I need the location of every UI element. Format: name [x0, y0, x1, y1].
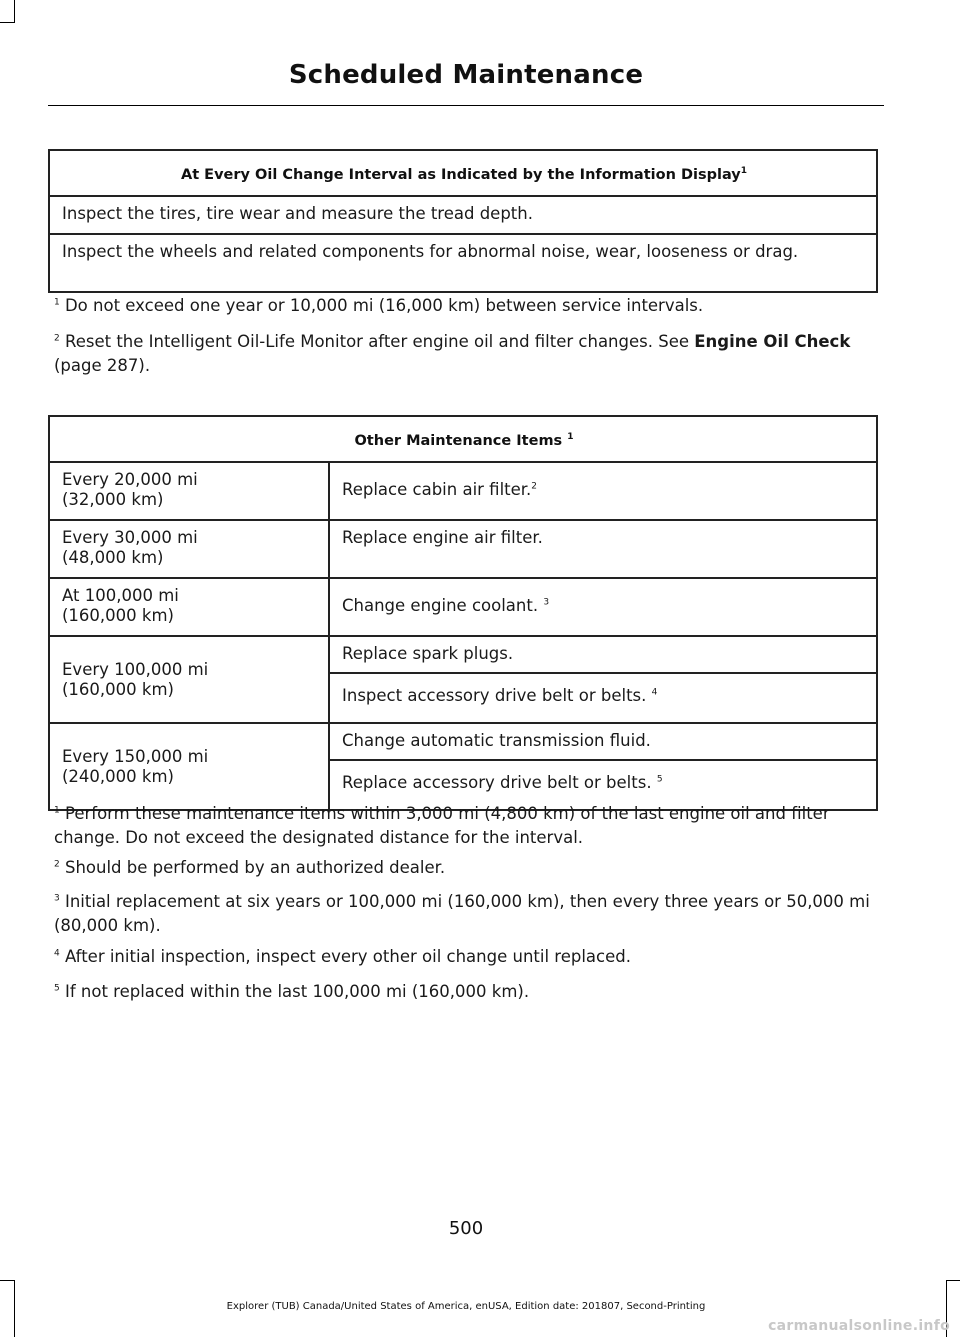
other-maintenance-table — [48, 415, 878, 811]
crop-mark — [946, 1280, 960, 1281]
item-text: Replace accessory drive belt or belts. — [342, 773, 657, 792]
footnote-ref: 3 — [543, 597, 550, 608]
footnote-ref: 2 — [531, 481, 538, 492]
crop-mark — [14, 0, 15, 22]
item-text: Change engine coolant. — [342, 596, 544, 615]
item-text: Inspect accessory drive belt or belts. — [342, 686, 652, 705]
footnote — [54, 330, 882, 378]
item-cell — [329, 636, 877, 673]
footnote-ref: 2 — [54, 333, 60, 344]
interval-cell — [49, 520, 329, 578]
interval-text: Every 100,000 mi — [62, 659, 209, 679]
item-cell — [329, 578, 877, 636]
interval-cell — [49, 636, 329, 723]
table-row — [49, 636, 877, 673]
footnote-ref: 5 — [656, 774, 663, 785]
footnote-text: Initial replacement at six years or 100,000 mi (160,000 km), then every three years or 50,000 mi (80,000 km). — [54, 892, 870, 935]
item-cell — [329, 723, 877, 760]
table-row — [49, 196, 877, 234]
table-header-row — [49, 150, 877, 196]
table-heading — [49, 150, 877, 196]
footnote-ref: 2 — [54, 859, 60, 870]
table-row — [49, 520, 877, 578]
item-text: Replace spark plugs. — [342, 644, 514, 663]
footnote — [54, 856, 882, 880]
interval-text: (240,000 km) — [62, 766, 174, 786]
footnote — [54, 945, 882, 969]
footnote-ref: 4 — [54, 948, 60, 959]
footnote-ref: 1 — [54, 805, 60, 816]
table-heading — [49, 416, 877, 462]
table-heading-text: Other Maintenance Items — [354, 433, 563, 449]
interval-text: At 100,000 mi — [62, 586, 179, 605]
footnote-ref: 1 — [54, 297, 60, 308]
interval-cell — [49, 723, 329, 810]
footnote-ref: 1 — [740, 166, 747, 177]
table-header-row — [49, 416, 877, 462]
interval-text: (32,000 km) — [62, 490, 164, 509]
footnote-ref: 1 — [567, 432, 574, 443]
item-text: Replace engine air filter. — [342, 528, 543, 547]
item-text: Replace cabin air filter. — [342, 480, 532, 499]
interval-text: Every 150,000 mi — [62, 746, 209, 766]
table-row — [49, 234, 877, 292]
cross-reference-link[interactable]: Engine Oil Check — [694, 332, 851, 351]
table-heading-text: At Every Oil Change Interval as Indicated by the Information Display — [180, 167, 741, 183]
interval-text: (160,000 km) — [62, 679, 174, 699]
footnote-ref: 3 — [54, 893, 60, 904]
table-row — [49, 723, 877, 760]
table-row — [49, 578, 877, 636]
footnote — [54, 294, 882, 318]
footnote-text: After initial inspection, inspect every other oil change until replaced. — [59, 947, 631, 966]
footnote-ref: 4 — [651, 687, 658, 698]
footnote-text: Do not exceed one year or 10,000 mi (16,000 km) between service intervals. — [59, 296, 704, 315]
footnote-text: Reset the Intelligent Oil-Life Monitor after engine oil and filter changes. See — [59, 332, 695, 351]
interval-cell — [49, 578, 329, 636]
item-cell — [329, 520, 877, 578]
watermark: carmanualsonline.info — [768, 1318, 950, 1334]
interval-text: Every 30,000 mi — [62, 528, 198, 547]
footnote — [54, 890, 882, 938]
page-number: 500 — [448, 1218, 484, 1239]
interval-text: (48,000 km) — [62, 548, 164, 567]
interval-text: (160,000 km) — [62, 606, 174, 625]
footnote-text: (page 287). — [54, 356, 151, 375]
crop-mark — [0, 22, 15, 23]
table-row — [49, 462, 877, 520]
item-cell — [329, 462, 877, 520]
oil-change-table — [48, 149, 878, 293]
page-title: Scheduled Maintenance — [288, 60, 644, 90]
table-cell: Inspect the tires, tire wear and measure the tread depth. — [49, 196, 877, 234]
header-divider — [48, 105, 884, 106]
footnote — [54, 802, 882, 850]
footnote-text: Perform these maintenance items within 3,000 mi (4,800 km) of the last engine oil and filter change. Do not exceed the designated distance for the interval. — [54, 804, 830, 847]
footnote-ref: 5 — [54, 983, 60, 994]
footnote-text: Should be performed by an authorized dealer. — [59, 858, 446, 877]
footer-edition-info: Explorer (TUB) Canada/United States of America, enUSA, Edition date: 201807, Second-Printing — [226, 1301, 706, 1312]
interval-text: Every 20,000 mi — [62, 470, 198, 489]
table-cell: Inspect the wheels and related components for abnormal noise, wear, looseness or drag. — [49, 234, 877, 292]
item-text: Change automatic transmission fluid. — [342, 731, 651, 750]
interval-cell — [49, 462, 329, 520]
item-cell — [329, 673, 877, 723]
footnote — [54, 980, 882, 1004]
crop-mark — [0, 1280, 15, 1281]
footnote-text: If not replaced within the last 100,000 mi (160,000 km). — [59, 982, 530, 1001]
